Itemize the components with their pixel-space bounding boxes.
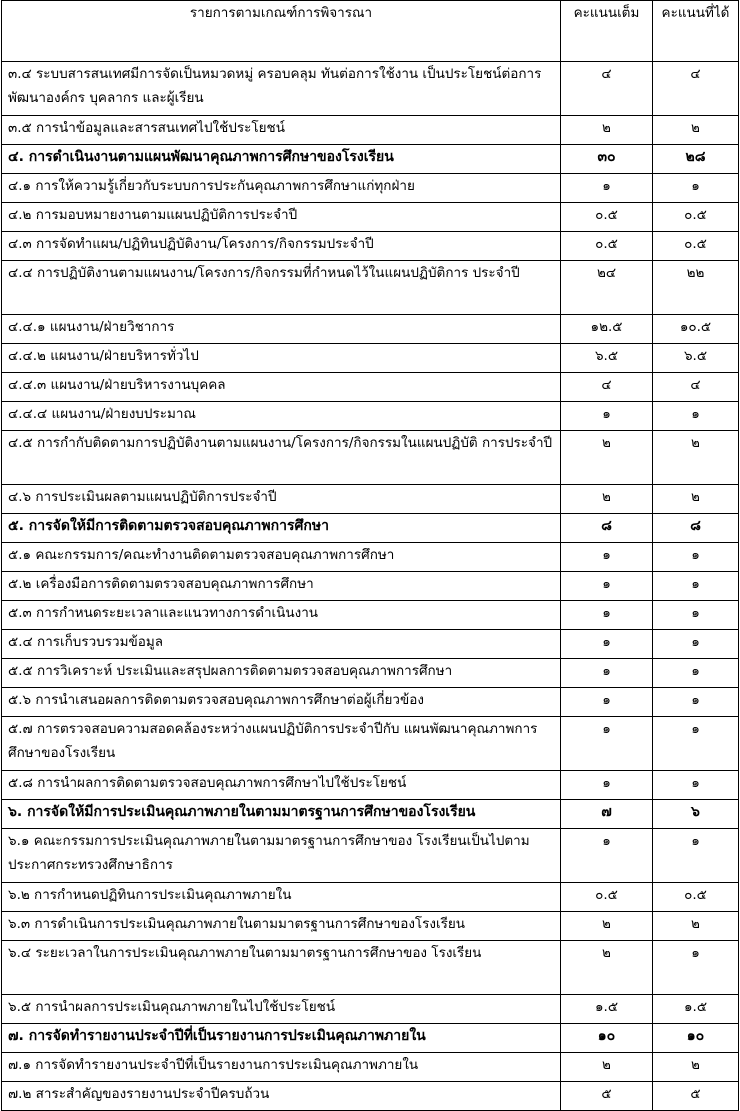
score-got: ๕	[653, 1082, 739, 1111]
score-got: ๑	[653, 572, 739, 601]
row-label: ๔.๔.๓ แผนงาน/ฝ่ายบริหารงานบุคคล	[2, 373, 561, 402]
row-label: ๖.๑ คณะกรรมการประเมินคุณภาพภายในตามมาตรฐานการศึกษาของ โรงเรียนเป็นไปตามประกาศกระทรวงศึกษาธิการ	[2, 829, 561, 883]
row-label: ๓.๕ การนำข้อมูลและสารสนเทศไปใช้ประโยชน์	[2, 116, 561, 145]
score-got: ๒	[653, 485, 739, 514]
score-got: ๔	[653, 62, 739, 116]
full-score: ๗	[561, 800, 653, 829]
section-label: ๔. การดำเนินงานตามแผนพัฒนาคุณภาพการศึกษาของโรงเรียน	[2, 145, 561, 174]
score-got: ๖	[653, 800, 739, 829]
full-score: ๑	[561, 572, 653, 601]
table-row	[2, 373, 739, 402]
table-row	[2, 688, 739, 717]
full-score: ๑	[561, 688, 653, 717]
row-label: ๔.๕ การกำกับติดตามการปฏิบัติงานตามแผนงาน/โครงการ/กิจกรรมในแผนปฏิบัติ การประจำปี	[2, 431, 561, 485]
row-label: ๕.๕ การวิเคราะห์ ประเมินและสรุปผลการติดตามตรวจสอบคุณภาพการศึกษา	[2, 659, 561, 688]
score-got: ๔	[653, 373, 739, 402]
score-got: ๑	[653, 688, 739, 717]
full-score: ๔	[561, 373, 653, 402]
table-row	[2, 630, 739, 659]
section-label: ๗. การจัดทำรายงานประจำปีที่เป็นรายงานการประเมินคุณภาพภายใน	[2, 1024, 561, 1053]
full-score: ๑	[561, 717, 653, 771]
section-row	[2, 145, 739, 174]
table-row	[2, 995, 739, 1024]
row-label: ๖.๕ การนำผลการประเมินคุณภาพภายในไปใช้ประโยชน์	[2, 995, 561, 1024]
full-score: ๔	[561, 62, 653, 116]
score-got: ๒	[653, 912, 739, 941]
full-score: ๑	[561, 402, 653, 431]
score-got: ๒	[653, 1053, 739, 1082]
full-score: ๑.๕	[561, 995, 653, 1024]
score-got: ๑	[653, 601, 739, 630]
row-label: ๔.๔.๑ แผนงาน/ฝ่ายวิชาการ	[2, 315, 561, 344]
row-label: ๕.๖ การนำเสนอผลการติดตามตรวจสอบคุณภาพการศึกษาต่อผู้เกี่ยวข้อง	[2, 688, 561, 717]
score-got: ๒	[653, 116, 739, 145]
row-label: ๔.๖ การประเมินผลตามแผนปฏิบัติการประจำปี	[2, 485, 561, 514]
row-label: ๗.๑ การจัดทำรายงานประจำปีที่เป็นรายงานการประเมินคุณภาพภายใน	[2, 1053, 561, 1082]
table-row	[2, 829, 739, 883]
table-row	[2, 402, 739, 431]
score-got: ๑	[653, 717, 739, 771]
score-got-header: คะแนนที่ได้	[653, 1, 739, 62]
score-got: ๐.๕	[653, 232, 739, 261]
section-row	[2, 514, 739, 543]
full-score: ๒	[561, 941, 653, 995]
score-got: ๑	[653, 771, 739, 800]
table-row	[2, 232, 739, 261]
table-row	[2, 883, 739, 912]
table-row	[2, 1082, 739, 1111]
full-score: ๘	[561, 514, 653, 543]
full-score: ๓๐	[561, 145, 653, 174]
table-row	[2, 261, 739, 315]
full-score: ๑	[561, 659, 653, 688]
table-row	[2, 601, 739, 630]
table-row	[2, 344, 739, 373]
row-label: ๔.๔.๒ แผนงาน/ฝ่ายบริหารทั่วไป	[2, 344, 561, 373]
table-header	[2, 1, 739, 62]
score-got: ๒๒	[653, 261, 739, 315]
row-label: ๕.๓ การกำหนดระยะเวลาและแนวทางการดำเนินงาน	[2, 601, 561, 630]
row-label: ๕.๑ คณะกรรมการ/คณะทำงานติดตามตรวจสอบคุณภาพการศึกษา	[2, 543, 561, 572]
row-label: ๖.๓ การดำเนินการประเมินคุณภาพภายในตามมาตรฐานการศึกษาของโรงเรียน	[2, 912, 561, 941]
full-score: ๐.๕	[561, 883, 653, 912]
table-row	[2, 116, 739, 145]
score-got: ๑	[653, 941, 739, 995]
table-row	[2, 912, 739, 941]
full-score: ๕	[561, 1082, 653, 1111]
score-got: ๑	[653, 630, 739, 659]
full-score: ๐.๕	[561, 203, 653, 232]
full-score: ๒	[561, 431, 653, 485]
table-row	[2, 174, 739, 203]
row-label: ๖.๒ การกำหนดปฏิทินการประเมินคุณภาพภายใน	[2, 883, 561, 912]
row-label: ๔.๓ การจัดทำแผน/ปฏิทินปฏิบัติงาน/โครงการ/กิจกรรมประจำปี	[2, 232, 561, 261]
full-score: ๒	[561, 912, 653, 941]
row-label: ๖.๔ ระยะเวลาในการประเมินคุณภาพภายในตามมาตรฐานการศึกษาของ โรงเรียน	[2, 941, 561, 995]
table-row	[2, 659, 739, 688]
full-score: ๒	[561, 1053, 653, 1082]
score-got: ๐.๕	[653, 883, 739, 912]
full-score: ๑๒.๕	[561, 315, 653, 344]
full-score: ๒๔	[561, 261, 653, 315]
score-got: ๑	[653, 174, 739, 203]
full-score: ๒	[561, 116, 653, 145]
section-label: ๖. การจัดให้มีการประเมินคุณภาพภายในตามมาตรฐานการศึกษาของโรงเรียน	[2, 800, 561, 829]
full-score-header: คะแนนเต็ม	[561, 1, 653, 62]
score-got: ๑.๕	[653, 995, 739, 1024]
row-label: ๔.๔ การปฏิบัติงานตามแผนงาน/โครงการ/กิจกรรมที่กำหนดไว้ในแผนปฏิบัติการ ประจำปี	[2, 261, 561, 315]
score-got: ๑๐.๕	[653, 315, 739, 344]
table-row	[2, 315, 739, 344]
full-score: ๑	[561, 174, 653, 203]
table-row	[2, 485, 739, 514]
score-got: ๑	[653, 543, 739, 572]
row-label: ๕.๘ การนำผลการติดตามตรวจสอบคุณภาพการศึกษาไปใช้ประโยชน์	[2, 771, 561, 800]
row-label: ๔.๒ การมอบหมายงานตามแผนปฏิบัติการประจำปี	[2, 203, 561, 232]
score-got: ๑๐	[653, 1024, 739, 1053]
section-label: ๕. การจัดให้มีการติดตามตรวจสอบคุณภาพการศึกษา	[2, 514, 561, 543]
table-row	[2, 1053, 739, 1082]
score-got: ๘	[653, 514, 739, 543]
row-label: ๕.๔ การเก็บรวบรวมข้อมูล	[2, 630, 561, 659]
row-label: ๓.๔ ระบบสารสนเทศมีการจัดเป็นหมวดหมู่ ครอบคลุม ทันต่อการใช้งาน เป็นประโยชน์ต่อการพัฒนาองค์กร บุคลากร และผู้เรียน	[2, 62, 561, 116]
full-score: ๒	[561, 485, 653, 514]
table-row	[2, 431, 739, 485]
score-got: ๑	[653, 402, 739, 431]
full-score: ๐.๕	[561, 232, 653, 261]
row-label: ๔.๔.๔ แผนงาน/ฝ่ายงบประมาณ	[2, 402, 561, 431]
table-row	[2, 941, 739, 995]
score-got: ๐.๕	[653, 203, 739, 232]
row-label: ๗.๒ สาระสำคัญของรายงานประจำปีครบถ้วน	[2, 1082, 561, 1111]
row-label: ๕.๗ การตรวจสอบความสอดคล้องระหว่างแผนปฏิบัติการประจำปีกับ แผนพัฒนาคุณภาพการศึกษาของโรงเรียน	[2, 717, 561, 771]
full-score: ๑	[561, 601, 653, 630]
criteria-header: รายการตามเกณฑ์การพิจารณา	[2, 1, 561, 62]
score-got: ๖.๕	[653, 344, 739, 373]
score-got: ๑	[653, 659, 739, 688]
full-score: ๑	[561, 630, 653, 659]
score-got: ๒	[653, 431, 739, 485]
full-score: ๖.๕	[561, 344, 653, 373]
table-row	[2, 572, 739, 601]
section-row	[2, 1024, 739, 1053]
score-got: ๑	[653, 829, 739, 883]
table-row	[2, 717, 739, 771]
table-row	[2, 771, 739, 800]
score-got: ๒๘	[653, 145, 739, 174]
table-row	[2, 203, 739, 232]
table-row	[2, 543, 739, 572]
full-score: ๑	[561, 543, 653, 572]
full-score: ๑๐	[561, 1024, 653, 1053]
section-row	[2, 800, 739, 829]
full-score: ๑	[561, 771, 653, 800]
evaluation-table	[1, 0, 739, 1111]
row-label: ๔.๑ การให้ความรู้เกี่ยวกับระบบการประกันคุณภาพการศึกษาแก่ทุกฝ่าย	[2, 174, 561, 203]
full-score: ๑	[561, 829, 653, 883]
table-row	[2, 62, 739, 116]
row-label: ๕.๒ เครื่องมือการติดตามตรวจสอบคุณภาพการศึกษา	[2, 572, 561, 601]
